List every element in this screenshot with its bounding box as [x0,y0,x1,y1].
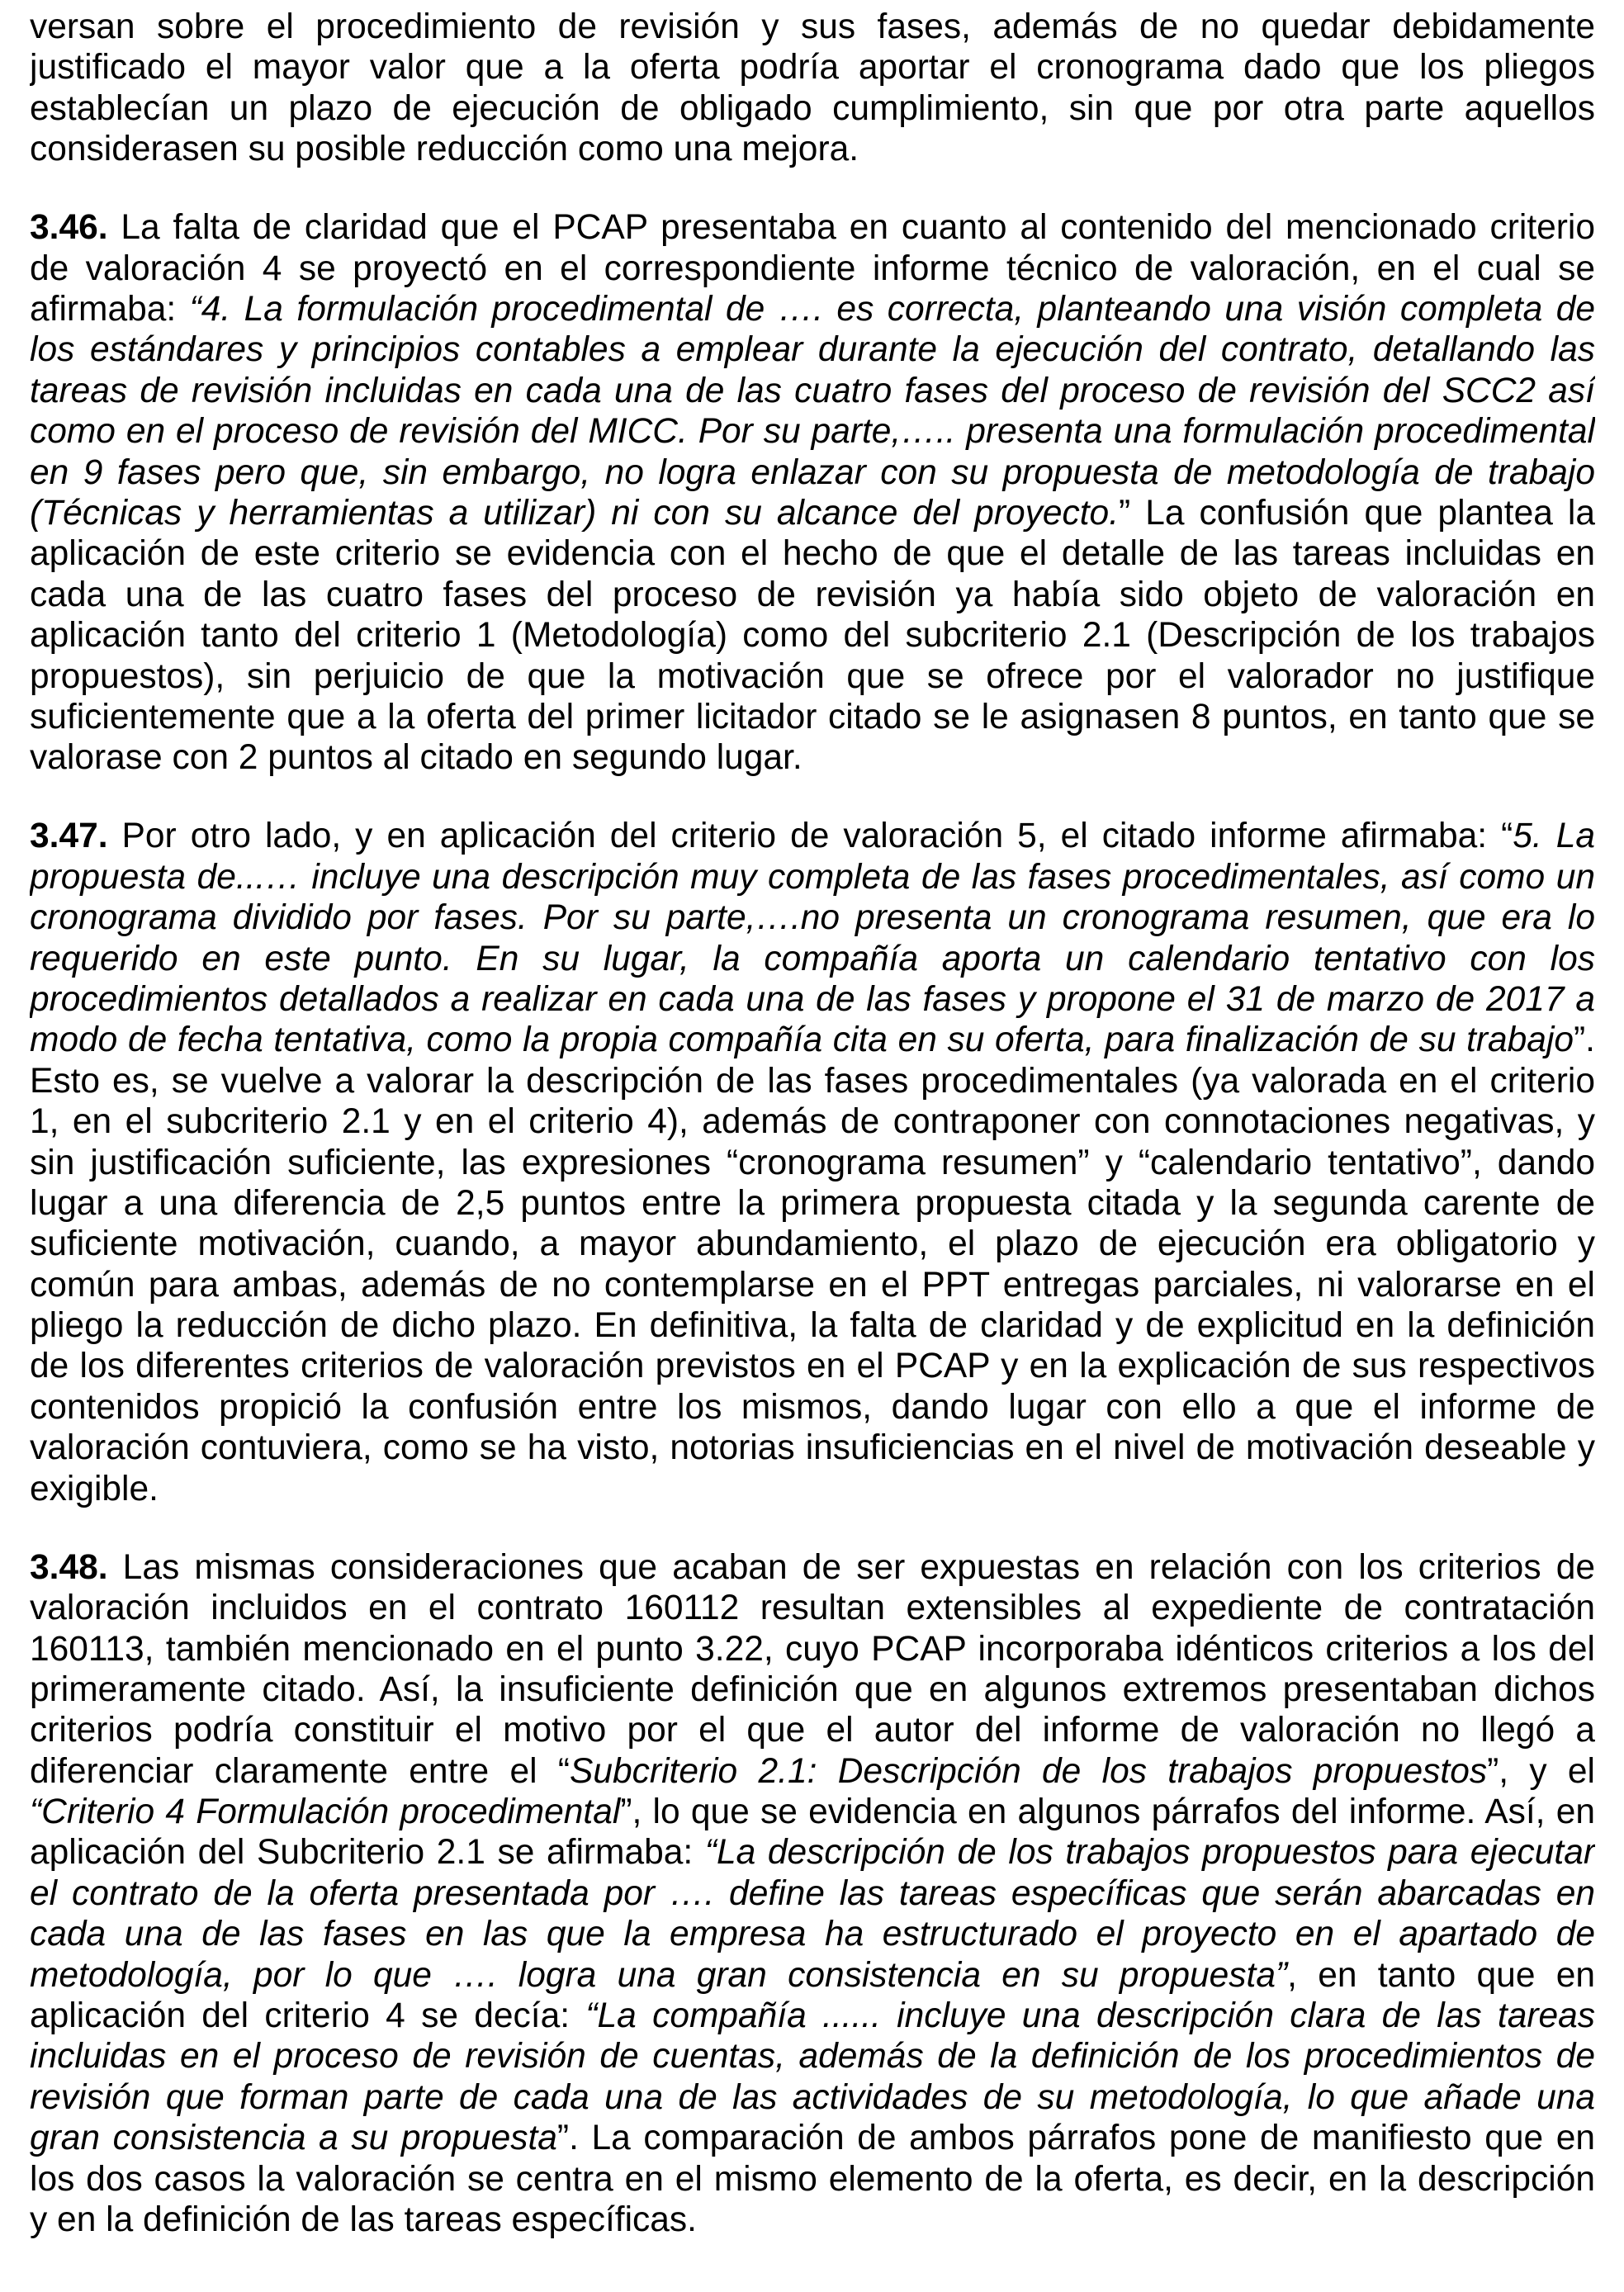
text: ” La confusión que plantea la [1119,493,1595,533]
text: establecían un plazo de ejecución de obligado cumplimiento, sin que por otra parte aquellos [30,88,1595,128]
text-line [30,2200,1595,2240]
quoted-text: como en el proceso de revisión del MICC. Por su parte,….. presenta una formulación procedimental [30,412,1595,452]
quoted-text: el contrato de la oferta presentada por …. define las tareas específicas que serán abarcadas en [30,1873,1595,1913]
text: Por otro lado, y en aplicación del criterio de valoración 5, el citado informe afirmaba: “ [107,817,1513,856]
text: La falta de claridad que el PCAP presentaba en cuanto al contenido del mencionado criterio [107,208,1595,248]
text-line [30,329,1595,370]
text-line [30,129,1595,169]
text-line [30,1346,1595,1386]
paragraph-3-48 [30,1547,1595,2241]
quoted-text: metodología, por lo que …. logra una gran consistencia en su propuesta” [30,1955,1288,1995]
text: aplicación de este criterio se evidencia con el hecho de que el detalle de las tareas incluidas en [30,534,1595,574]
text-line [30,411,1595,452]
text: cada una de las cuatro fases del proceso de revisión ya había sido objeto de valoración en [30,575,1595,614]
text: aplicación del Subcriterio 2.1 se afirmaba: [30,1833,705,1873]
text-line [30,1914,1595,1954]
quoted-text: (Técnicas y herramientas a utilizar) ni con su alcance del proyecto. [30,493,1119,533]
text-line [30,1428,1595,1468]
quoted-text: revisión que forman parte de cada una de las actividades de su metodología, lo que añade una [30,2077,1595,2117]
text-line [30,857,1595,897]
text-line [30,371,1595,411]
text-line [30,1832,1595,1873]
quoted-text: modo de fecha tentativa, como la propia compañía cita en su oferta, para finalización de su trabajo [30,1021,1574,1060]
text-line [30,533,1595,574]
text-line [30,1996,1595,2036]
text-line [30,1224,1595,1264]
text-line [30,1710,1595,1750]
text: lugar a una diferencia de 2,5 puntos entre la primera propuesta citada y la segunda carente de [30,1183,1595,1223]
text-line [30,1183,1595,1224]
text: considerasen su posible reducción como una mejora. [30,130,859,169]
text: común para ambas, además de no contemplarse en el PPT entregas parciales, ni valorarse en el [30,1265,1595,1305]
text: ”, lo que se evidencia en algunos párrafos del informe. Así, en [620,1792,1595,1832]
quoted-text: requerido en este punto. En su lugar, la compañía aporta un calendario tentativo con los [30,939,1595,978]
text-line [30,88,1595,129]
text: valoración incluidos en el contrato 160112 resultan extensibles al expediente de contratación [30,1589,1595,1628]
quoted-text: procedimientos detallados a realizar en cada una de las fases y propone el 31 de marzo de 2017 a [30,979,1595,1019]
text-line [30,656,1595,697]
document-page [30,7,1595,2240]
text: valorase con 2 puntos al citado en segundo lugar. [30,738,803,778]
text-line [30,2159,1595,2200]
text-line [30,1751,1595,1792]
text-line [30,737,1595,778]
text-line [30,1265,1595,1305]
quoted-text: tareas de revisión incluidas en cada una de las cuatro fases del proceso de revisión del SCC2 así [30,371,1595,410]
text-line [30,1101,1595,1142]
text-line [30,7,1595,47]
text: sin justificación suficiente, las expresiones “cronograma resumen” y “calendario tentativo”, dando [30,1143,1595,1182]
text: valoración contuviera, como se ha visto, notorias insuficiencias en el nivel de motivación deseable y [30,1428,1595,1468]
quoted-text: 5. La [1513,817,1595,856]
text: suficientemente que a la oferta del primer licitador citado se le asignasen 8 puntos, en tanto que se [30,697,1595,736]
quoted-text: “La compañía ...... incluye una descripción clara de las tareas [585,1996,1595,2036]
text: propuestos), sin perjuicio de que la motivación que se ofrece por el valorador no justifique [30,656,1595,696]
quoted-text: cronograma dividido por fases. Por su parte,….no presenta un cronograma resumen, que era lo [30,898,1595,938]
text: ”. La comparación de ambos párrafos pone de manifiesto que en [556,2119,1595,2158]
text: 160113, también mencionado en el punto 3.22, cuyo PCAP incorporaba idénticos criterios a los del [30,1629,1595,1669]
paragraph-3-47 [30,816,1595,1509]
text-line [30,979,1595,1020]
text: Esto es, se vuelve a valorar la descripción de las fases procedimentales (ya valorada en el criterio [30,1061,1595,1101]
text-line [30,1387,1595,1428]
quoted-text: “Criterio 4 Formulación procedimental [30,1792,621,1832]
text-line [30,207,1595,248]
quoted-text: incluidas en el proceso de revisión de cuentas, además de la definición de los procedimientos de [30,2037,1595,2077]
text-line [30,1955,1595,1996]
text-line [30,1143,1595,1183]
paragraph-continuation [30,7,1595,170]
text-line [30,897,1595,938]
quoted-text: en 9 fases pero que, sin embargo, no logra enlazar con su propuesta de metodología de trabajo [30,452,1595,492]
text: primeramente citado. Así, la insuficiente definición que en algunos extremos presentaban dichos [30,1669,1595,1709]
quoted-text: Subcriterio 2.1: Descripción de los trabajos propuestos [570,1751,1488,1791]
paragraph-number: 3.47. [30,817,108,856]
text: de valoración 4 se proyectó en el correspondiente informe técnico de valoración, en el cual se [30,249,1595,288]
quoted-text: “4. La formulación procedimental de …. es correcta, planteando una visión completa de [189,290,1595,329]
text-line [30,493,1595,533]
text-line [30,1669,1595,1710]
text-line [30,249,1595,289]
text: versan sobre el procedimiento de revisión y sus fases, además de no quedar debidamente [30,7,1595,46]
text-line [30,1588,1595,1628]
text-line [30,816,1595,856]
quoted-text: gran consistencia a su propuesta [30,2119,557,2158]
text-line [30,1020,1595,1060]
text: suficiente motivación, cuando, a mayor abundamiento, el plazo de ejecución era obligatorio y [30,1224,1595,1264]
text-line [30,1629,1595,1669]
text-line [30,1061,1595,1101]
text: justificado el mayor valor que a la oferta podría aportar el cronograma dado que los pliegos [30,48,1595,88]
paragraph-3-46 [30,207,1595,778]
paragraph-number: 3.46. [30,208,108,248]
text-line [30,1305,1595,1346]
text: aplicación del criterio 4 se decía: [30,1996,586,2036]
text-line [30,575,1595,615]
text: ”. [1574,1021,1595,1060]
text-line [30,2036,1595,2077]
text: exigible. [30,1469,159,1508]
text: aplicación tanto del criterio 1 (Metodología) como del subcriterio 2.1 (Descripción de los trabajos [30,616,1595,656]
text-line [30,452,1595,493]
text-line [30,2118,1595,2158]
text-line [30,1873,1595,1914]
text-line [30,939,1595,979]
text-line [30,47,1595,88]
text-line [30,2077,1595,2118]
text: , en tanto que en [1287,1955,1595,1995]
text: 1, en el subcriterio 2.1 y en el criterio 4), además de contraponer con connotaciones negativas, y [30,1102,1595,1142]
text: de los diferentes criterios de valoración previstos en el PCAP y en la explicación de sus respectivos [30,1347,1595,1386]
text-line [30,289,1595,329]
text: diferenciar claramente entre el “ [30,1751,571,1791]
text: contenidos propició la confusión entre los mismos, dando lugar con ello a que el informe de [30,1387,1595,1427]
quoted-text: propuesta de...… incluye una descripción muy completa de las fases procedimentales, así como un [30,857,1595,897]
text: y en la definición de las tareas específicas. [30,2200,697,2239]
text-line [30,1547,1595,1588]
text-line [30,1469,1595,1509]
text: criterios podría constituir el motivo por el que el autor del informe de valoración no llegó a [30,1711,1595,1750]
text-line [30,1792,1595,1832]
quoted-text: “La descripción de los trabajos propuestos para ejecutar [704,1833,1595,1873]
text-line [30,697,1595,737]
text: pliego la reducción de dicho plazo. En definitiva, la falta de claridad y de explicitud en la definición [30,1306,1595,1346]
text: afirmaba: [30,290,190,329]
text: los dos casos la valoración se centra en el mismo elemento de la oferta, es decir, en la descripción [30,2159,1595,2199]
text: Las mismas consideraciones que acaban de ser expuestas en relación con los criterios de [107,1547,1595,1587]
text-line [30,615,1595,656]
paragraph-number: 3.48. [30,1547,108,1587]
text: ”, y el [1487,1751,1595,1791]
quoted-text: los estándares y principios contables a emplear durante la ejecución del contrato, detallando las [30,330,1595,370]
quoted-text: cada una de las fases en las que la empresa ha estructurado el proyecto en el apartado de [30,1915,1595,1954]
